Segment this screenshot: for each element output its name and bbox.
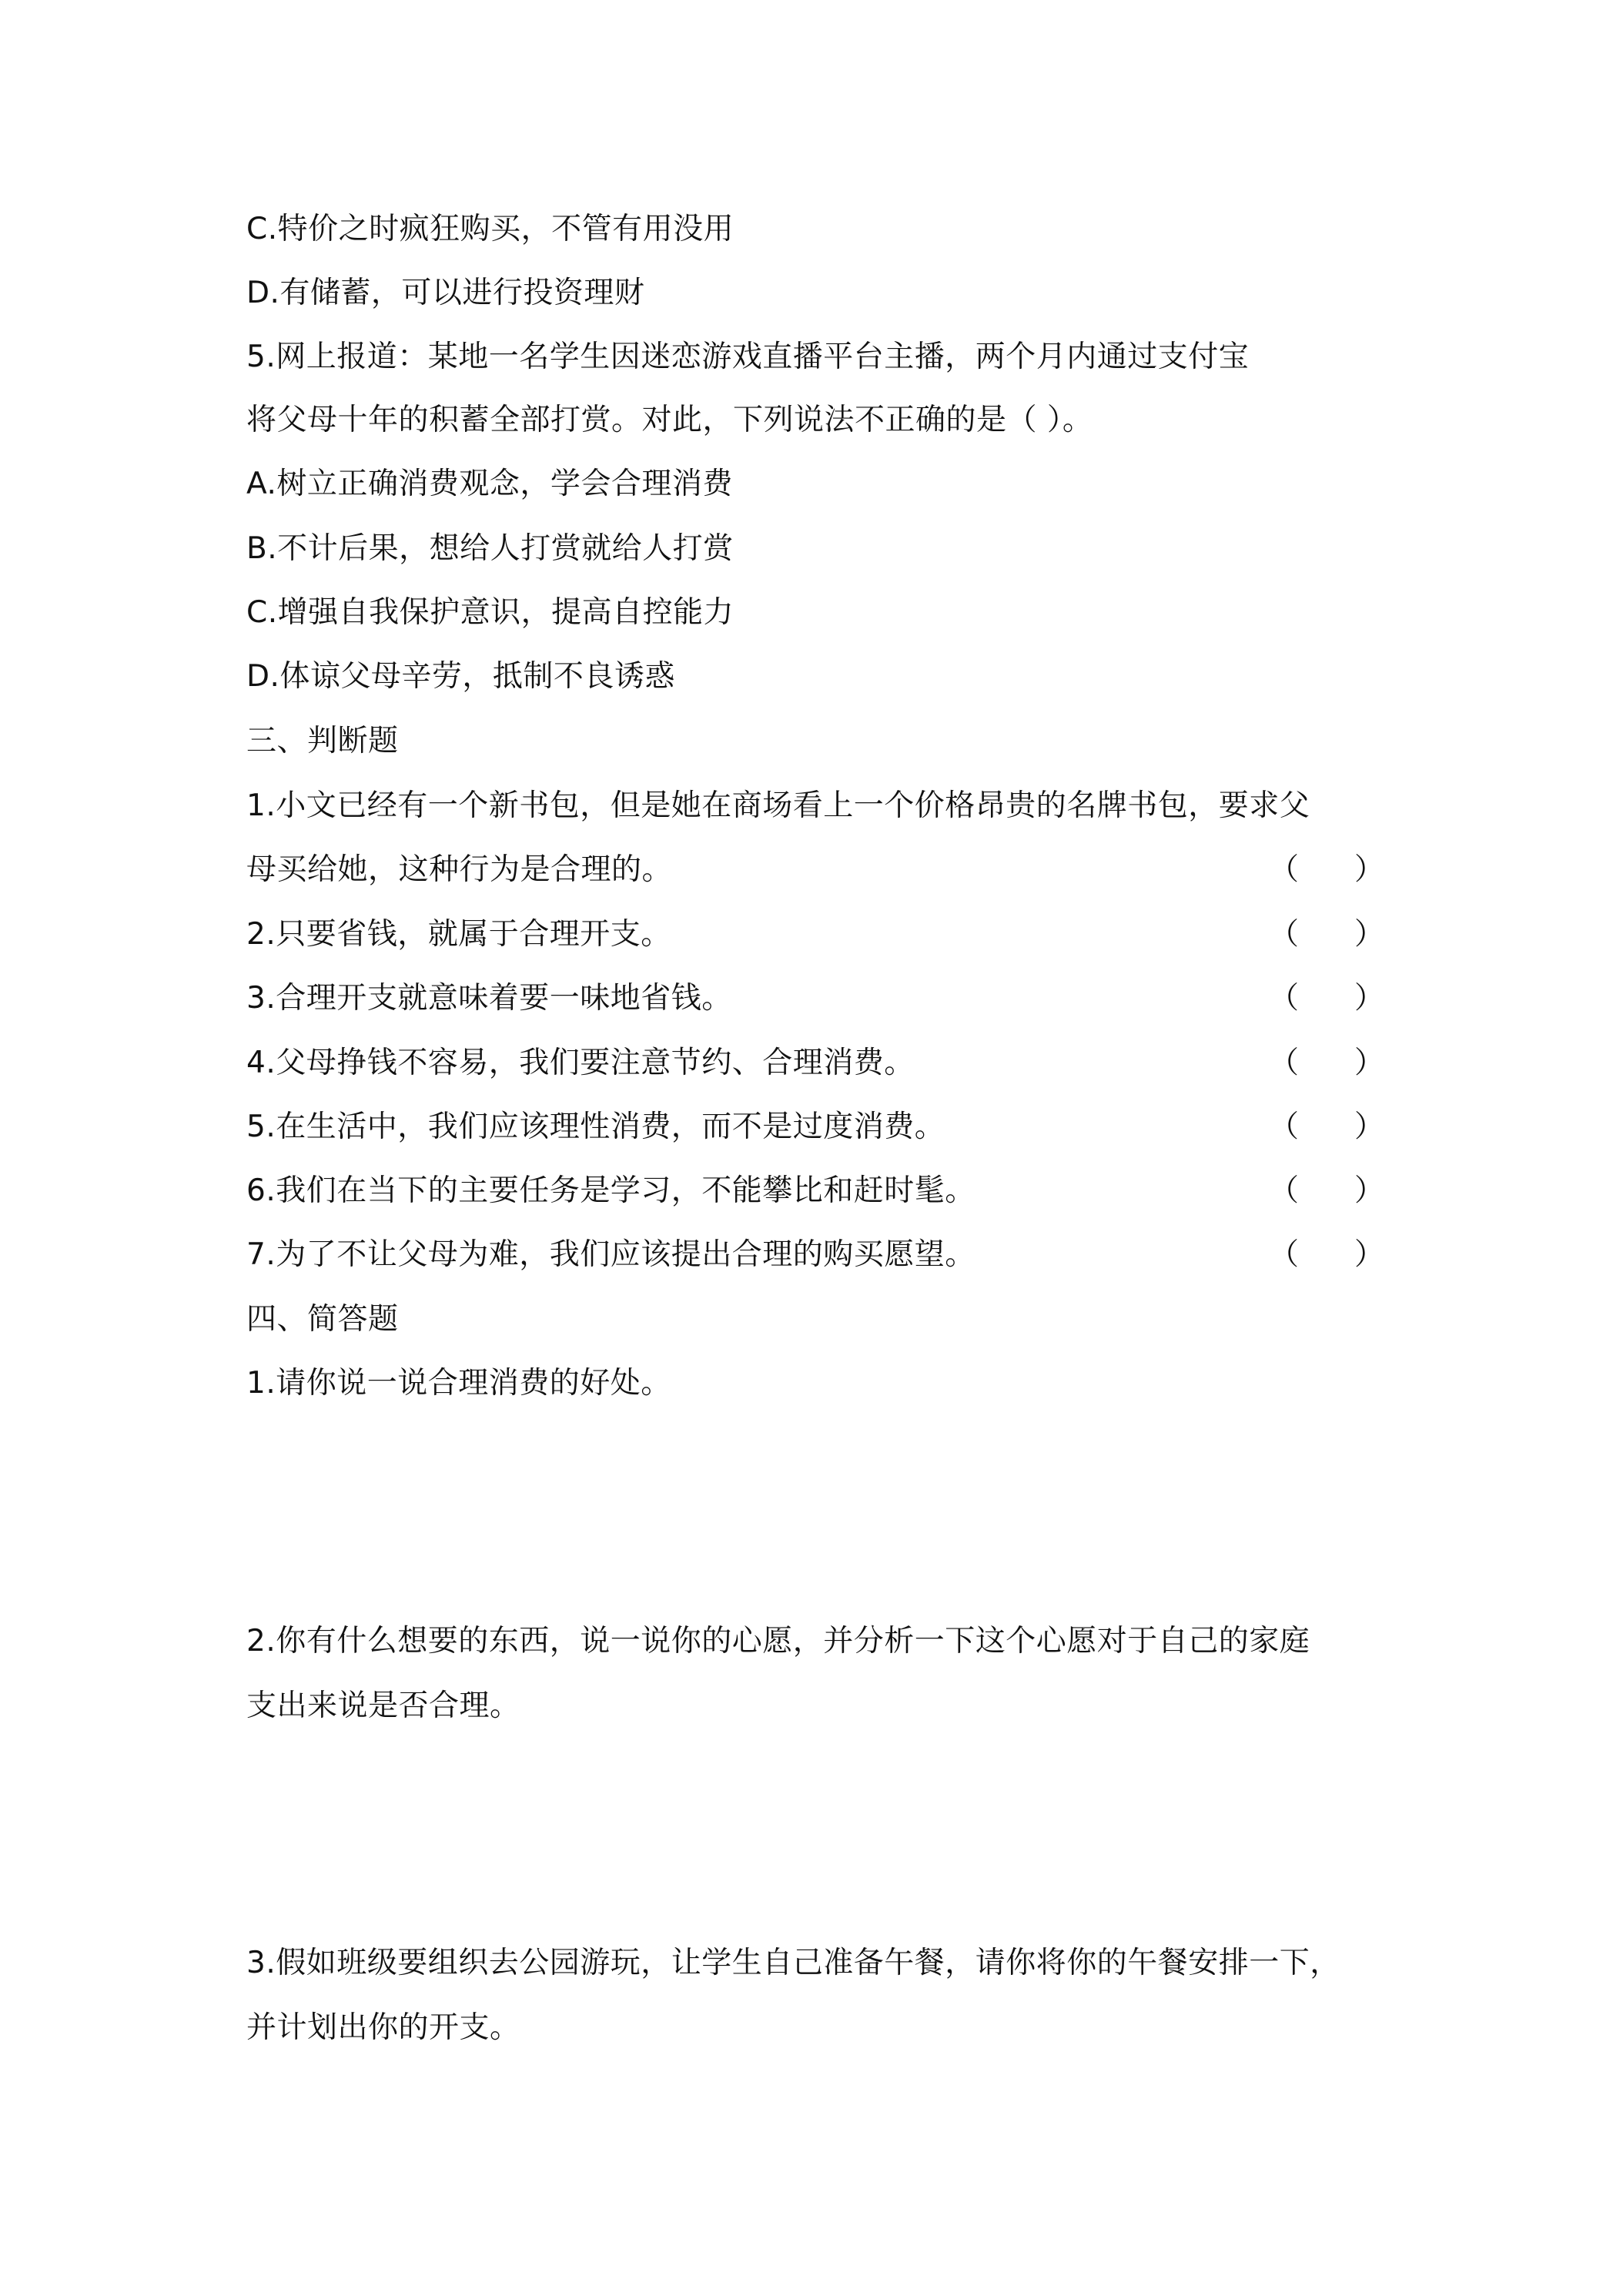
tf-q1-line1: 1.小文已经有一个新书包，但是她在商场看上一个价格昂贵的名牌书包，要求父 xyxy=(246,788,1310,823)
tf-q4: 4.父母挣钱不容易，我们要注意节约、合理消费。 xyxy=(246,1046,915,1080)
q5-option-c: C.增强自我保护意识，提高自控能力 xyxy=(246,595,735,630)
paren-close: ） xyxy=(1354,981,1384,1016)
tf-q7: 7.为了不让父母为难，我们应该提出合理的购买愿望。 xyxy=(246,1237,975,1272)
paren-close: ） xyxy=(1354,1173,1384,1208)
tf-q7-answer-blank[interactable] xyxy=(1269,1235,1384,1275)
sa-q2-line2: 支出来说是否合理。 xyxy=(246,1689,520,1723)
sa-q3-line2: 并计划出你的开支。 xyxy=(246,2010,520,2045)
tf-q1-line2: 母买给她，这种行为是合理的。 xyxy=(246,852,673,887)
tf-q5: 5.在生活中，我们应该理性消费，而不是过度消费。 xyxy=(246,1110,945,1144)
tf-q3-answer-blank[interactable] xyxy=(1269,979,1384,1019)
q5-option-d: D.体谅父母辛劳，抵制不良诱惑 xyxy=(246,659,675,694)
q4-option-d: D.有储蓄，可以进行投资理财 xyxy=(246,276,645,310)
paren-close: ） xyxy=(1354,917,1384,952)
paren-close: ） xyxy=(1354,1046,1384,1080)
sa-q2-line1: 2.你有什么想要的东西，说一说你的心愿，并分析一下这个心愿对于自己的家庭 xyxy=(246,1624,1310,1658)
paren-open: （ xyxy=(1269,917,1300,952)
paren-close: ） xyxy=(1354,1110,1384,1144)
tf-q2: 2.只要省钱，就属于合理开支。 xyxy=(246,917,671,952)
sa-q1: 1.请你说一说合理消费的好处。 xyxy=(246,1366,671,1401)
q4-option-c: C.特价之时疯狂购买，不管有用没用 xyxy=(246,212,735,246)
sa-q3-line1: 3.假如班级要组织去公园游玩，让学生自己准备午餐，请你将你的午餐安排一下， xyxy=(246,1946,1340,1980)
tf-q2-answer-blank[interactable] xyxy=(1269,915,1384,955)
paren-open: （ xyxy=(1269,852,1300,887)
paren-open: （ xyxy=(1269,1046,1300,1080)
paren-close: ） xyxy=(1354,852,1384,887)
section4-title: 四、简答题 xyxy=(246,1302,399,1337)
paren-open: （ xyxy=(1269,1110,1300,1144)
tf-q6: 6.我们在当下的主要任务是学习，不能攀比和赶时髦。 xyxy=(246,1173,975,1208)
paren-close: ） xyxy=(1354,1237,1384,1272)
section3-title: 三、判断题 xyxy=(246,724,399,758)
q5-option-a: A.树立正确消费观念，学会合理消费 xyxy=(246,467,733,501)
q5-stem-line1: 5.网上报道：某地一名学生因迷恋游戏直播平台主播，两个月内通过支付宝 xyxy=(246,340,1250,374)
tf-q1-answer-blank[interactable] xyxy=(1269,850,1384,890)
paren-open: （ xyxy=(1269,1237,1300,1272)
tf-q6-answer-blank[interactable] xyxy=(1269,1171,1384,1211)
tf-q5-answer-blank[interactable] xyxy=(1269,1107,1384,1147)
paren-open: （ xyxy=(1269,981,1300,1016)
tf-q3: 3.合理开支就意味着要一味地省钱。 xyxy=(246,981,732,1016)
q5-option-b: B.不计后果，想给人打赏就给人打赏 xyxy=(246,531,734,566)
tf-q4-answer-blank[interactable] xyxy=(1269,1043,1384,1083)
q5-stem-line2: 将父母十年的积蓄全部打赏。对此，下列说法不正确的是（ ）。 xyxy=(246,403,1093,437)
paren-open: （ xyxy=(1269,1173,1300,1208)
